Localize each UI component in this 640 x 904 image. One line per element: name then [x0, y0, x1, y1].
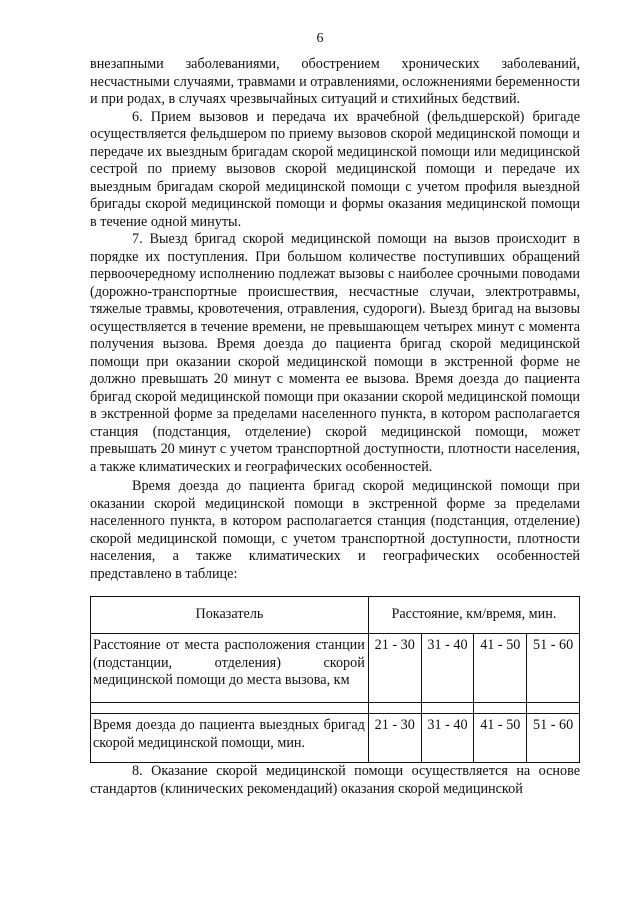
distance-time-table	[90, 596, 580, 763]
table-row	[91, 714, 580, 763]
table-cell: 31 - 40	[421, 634, 474, 703]
paragraph-8: 8. Оказание скорой медицинской помощи осуществляется на основе стандартов (клинических рекомендаций) оказания скорой медицинской	[90, 763, 580, 797]
table-cell: 51 - 60	[527, 634, 580, 703]
table-header-row	[91, 597, 580, 634]
table-row-label: Время доезда до пациента выездных бригад скорой медицинской помощи, мин.	[91, 714, 369, 763]
paragraph-6: 6. Прием вызовов и передача их врачебной (фельдшерской) бригаде осуществляется фельдшером по приему вызовов скорой медицинской помощи и передаче их выездным бригадам скорой медицинской помощи или медицинской сестрой по приему вызовов скорой медицинской помощи и передаче их выездным бригадам скорой медицинской помощи с учетом профиля выездной бригады скорой медицинской помощи и формы оказания медицинской помощи в течение одной минуты.	[90, 108, 580, 230]
table-cell: 41 - 50	[474, 714, 527, 763]
page-number: 6	[316, 31, 324, 46]
table-cell: 21 - 30	[368, 714, 421, 763]
table-cell: 51 - 60	[527, 714, 580, 763]
table-spacer-row	[91, 703, 580, 714]
paragraph-travel-time: Время доезда до пациента бригад скорой медицинской помощи при оказании скорой медицинской помощи в экстренной форме за пределами населенного пункта, в котором располагается станция (подстанция, отделение) скорой медицинской помощи, с учетом транспортной доступности, плотности населения, а также климатических и географических особенностей представлено в таблице:	[90, 478, 580, 582]
table-header-values: Расстояние, км/время, мин.	[368, 597, 579, 634]
document-body	[90, 56, 580, 798]
table-cell: 41 - 50	[474, 634, 527, 703]
paragraph-7: 7. Выезд бригад скорой медицинской помощи на вызов происходит в порядке их поступления. При большом количестве поступивших обращений первоочередному исполнению подлежат вызовы с наиболее срочными поводами (дорожно-транспортные происшествия, несчастные случаи, электротравмы, тяжелые травмы, кровотечения, отравления, судороги). Выезд бригад на вызовы осуществляется в течение времени, не превышающем четырех минут с момента получения вызова. Время доезда до пациента бригад скорой медицинской помощи при оказании скорой медицинской помощи в экстренной форме не должно превышать 20 минут с момента ее вызова. Время доезда до пациента бригад скорой медицинской помощи при оказании скорой медицинской помощи в экстренной форме за пределами населенного пункта, в котором располагается станция (подстанция, отделение) скорой медицинской помощи, может превышать 20 минут с учетом транспортной доступности, плотности населения, а также климатических и географических особенностей.	[90, 231, 580, 475]
table-row-label: Расстояние от места расположения станции (подстанции, отделения) скорой медицинской помощи до места вызова, км	[91, 634, 369, 703]
table-row	[91, 634, 580, 703]
table-cell: 21 - 30	[368, 634, 421, 703]
table-header-indicator: Показатель	[91, 597, 369, 634]
paragraph-continuation: внезапными заболеваниями, обострением хронических заболеваний, несчастными случаями, травмами и отравлениями, осложнениями беременности и при родах, в случаях чрезвычайных ситуаций и стихийных бедствий.	[90, 56, 580, 107]
table-cell: 31 - 40	[421, 714, 474, 763]
